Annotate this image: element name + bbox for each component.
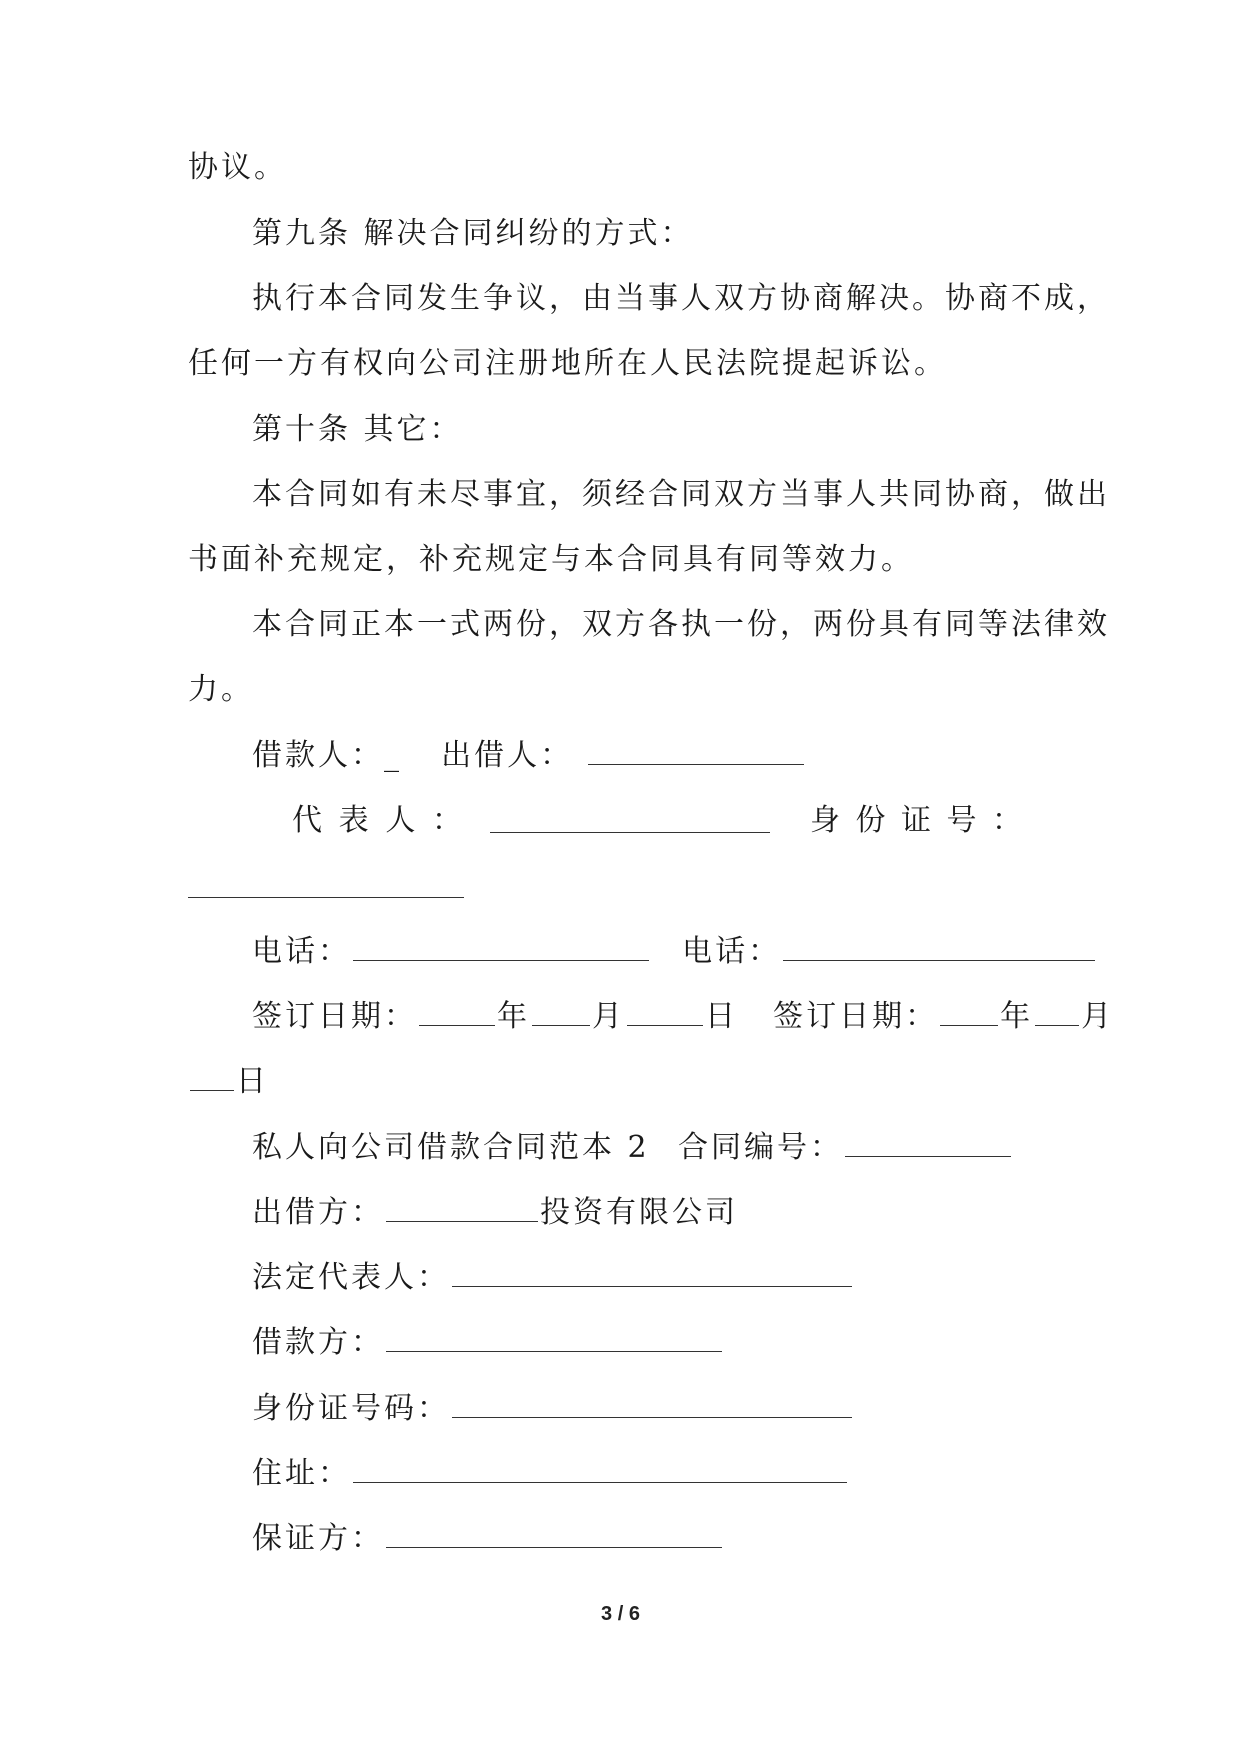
borrower-field [252,1325,724,1361]
legal-rep-blank[interactable] [452,1262,852,1287]
phone-label: 电话： [252,934,351,969]
contract-number-blank[interactable] [845,1132,1011,1157]
text-line: 本合同如有未尽事宜，须经合同双方当事人共同协商，做出 [252,477,1110,512]
legal-rep-field [252,1260,854,1296]
lender-label: 出借人： [441,738,574,773]
id-number-label [810,803,1022,839]
text-line: 任何一方有权向公司注册地所在人民法院提起诉讼。 [188,346,947,381]
lender-field-label: 出借方： [252,1195,384,1230]
text-line: 书面补充规定，补充规定与本合同具有同等效力。 [188,542,914,577]
year-blank[interactable] [419,1001,495,1026]
rep-char: 表 [338,803,369,838]
rep-char: 人 [385,803,416,838]
phone-blank[interactable] [783,936,1095,961]
id-char: 身 [810,803,840,838]
id-char: 份 [855,803,886,838]
guarantor-field [252,1521,724,1557]
rep-char: 代 [292,803,322,838]
month-blank[interactable] [532,1001,590,1026]
signing-date-label: 签订日期： [252,999,417,1034]
lender-field [252,1195,738,1231]
month-label: 月 [592,999,625,1034]
text-line: 力。 [188,672,254,707]
year-label: 年 [1000,999,1034,1034]
month-blank[interactable] [1035,1001,1079,1026]
borrower-lender-line [252,738,806,774]
year-label: 年 [497,999,530,1034]
legal-rep-label: 法定代表人： [252,1260,450,1295]
id-char: 证 [901,803,931,838]
contract-number-line [678,1130,1013,1166]
text-line: 协议。 [188,150,287,185]
id-number-field-blank[interactable] [452,1393,852,1418]
borrower-field-label: 借款方： [252,1325,384,1360]
text-line: 执行本合同发生争议，由当事人双方协商解决。协商不成， [252,281,1110,316]
day-blank[interactable] [627,1001,703,1026]
phone-line [252,934,1097,970]
phone-label: 电话： [682,934,782,969]
article-9-heading: 第九条 解决合同纠纷的方式： [252,216,694,251]
signing-date-continuation [188,1064,269,1100]
signing-date-label: 签订日期： [773,999,939,1034]
lender-name-blank[interactable] [386,1197,538,1222]
lender-blank[interactable] [588,740,804,765]
representative-blank[interactable] [490,832,770,833]
id-char: ： [992,803,1022,838]
id-char: 号 [946,803,977,838]
article-10-heading: 第十条 其它： [252,412,463,447]
address-label: 住址： [252,1456,351,1491]
guarantor-blank[interactable] [386,1523,722,1548]
signing-date-line [252,999,1114,1035]
id-number-field-label: 身份证号码： [252,1391,450,1426]
text-line: 本合同正本一式两份，双方各执一份，两份具有同等法律效 [252,607,1110,642]
page-indicator: 3 / 6 [601,1603,640,1625]
day-label: 日 [236,1064,269,1099]
id-number-field [252,1391,854,1427]
borrower-blank[interactable] [386,1327,722,1352]
guarantor-label: 保证方： [252,1521,384,1556]
id-number-blank[interactable] [188,897,464,898]
address-blank[interactable] [353,1458,847,1483]
representative-label [292,803,462,839]
contract-number-label: 合同编号： [678,1130,843,1165]
day-blank[interactable] [190,1066,234,1091]
phone-blank[interactable] [353,936,649,961]
day-label: 日 [705,999,738,1034]
contract2-title: 私人向公司借款合同范本 2 [252,1130,650,1165]
month-label: 月 [1081,999,1115,1034]
address-field [252,1456,849,1492]
rep-char: ： [431,803,462,838]
year-blank[interactable] [940,1001,998,1026]
borrower-label: 借款人：_ [252,738,402,773]
lender-suffix: 投资有限公司 [540,1195,738,1230]
